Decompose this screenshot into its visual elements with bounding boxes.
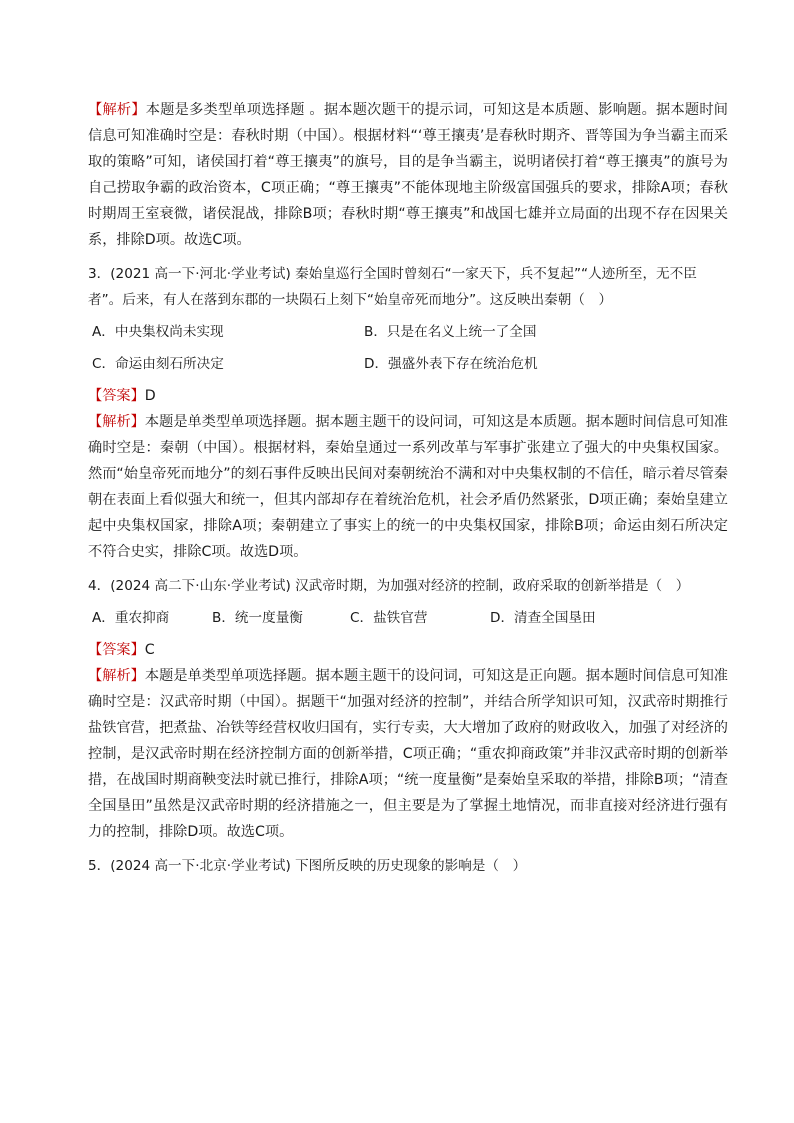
question-stem: 3．(2021 高一下·河北·学业考试) 秦始皇巡行全国时曾刻石“一家天下，兵不复起”“人迹所至，无不臣者”。后来，有人在落到东郡的一块陨石上刻下“始皇帝死而地分”。这反映出秦朝（ ） [88,266,697,308]
analysis-q2 [88,97,728,253]
question-5 [88,853,728,879]
option-b: B．统一度量衡 [212,610,303,626]
option-list [88,319,728,377]
analysis-tag: 【解析】 [88,668,145,684]
question-4 [88,573,728,845]
question-3 [88,261,728,565]
answer-tag: 【答案】 [88,642,145,658]
analysis-tag: 【解析】 [88,414,145,430]
answer-line [88,383,728,409]
option-d: D．清查全国垦田 [490,610,596,626]
analysis-q4 [88,663,728,845]
analysis-text: 本题是单类型单项选择题。据本题主题干的设问词，可知这是正向题。据本题时间信息可知准确时空是：汉武帝时期（中国）。据题干“加强对经济的控制”，并结合所学知识可知，汉武帝时期推行盐铁官营，把煮盐、冶铁等经营权收归国有，实行专卖，大大增加了政府的财政收入，加强了对经济的控制，是汉武帝时期在经济控制方面的创新举措，C项正确；“重农抑商政策”并非汉武帝时期的创新举措，在战国时期商鞅变法时就已推行，排除A项；“统一度量衡”是秦始皇采取的举措，排除B项；“清查全国垦田”虽然是汉武帝时期的经济措施之一，但主要是为了掌握土地情况，而非直接对经济进行强有力的控制，排除D项。故选C项。 [88,668,728,840]
analysis-text: 本题是多类型单项选择题 。据本题次题干的提示词，可知这是本质题、影响题。据本题时间信息可知准确时空是：春秋时期（中国）。根据材料“‘尊王攘夷’是春秋时期齐、晋等国为争当霸主而采取的策略”可知，诸侯国打着“尊王攘夷”的旗号，目的是争当霸主，说明诸侯打着“尊王攘夷”的旗号为自己捞取争霸的政治资本，C项正确；“尊王攘夷”不能体现地主阶级富国强兵的要求，排除A项；春秋时期周王室衰微，诸侯混战，排除B项；春秋时期“尊王攘夷”和战国七雄并立局面的出现不存在因果关系，排除D项。故选C项。 [88,102,728,248]
option-list [88,605,728,631]
answer-value: D [144,388,156,404]
question-stem: 4．(2024 高二下·山东·学业考试) 汉武帝时期，为加强对经济的控制，政府采取的创新举措是（ ） [88,578,690,594]
analysis-q3 [88,409,728,565]
question-stem: 5．(2024 高一下·北京·学业考试) 下图所反映的历史现象的影响是（ ） [88,858,527,874]
option-d: D．强盛外表下存在统治危机 [364,356,538,372]
answer-tag: 【答案】 [88,388,145,404]
answer-value: C [144,642,155,658]
option-a: A．重农抑商 [92,610,170,626]
option-c: C．盐铁官营 [350,610,428,626]
option-c: C．命运由刻石所决定 [92,356,224,372]
option-a: A．中央集权尚未实现 [92,324,224,340]
option-b: B．只是在名义上统一了全国 [364,324,537,340]
analysis-tag: 【解析】 [88,102,146,118]
document-content [88,97,728,879]
answer-line [88,637,728,663]
analysis-text: 本题是单类型单项选择题。据本题主题干的设问词，可知这是本质题。据本题时间信息可知准确时空是：秦朝（中国）。根据材料，秦始皇通过一系列改革与军事扩张建立了强大的中央集权国家。然而“始皇帝死而地分”的刻石事件反映出民间对秦朝统治不满和对中央集权制的不信任，暗示着尽管秦朝在表面上看似强大和统一，但其内部却存在着统治危机，社会矛盾仍然紧张，D项正确；秦始皇建立起中央集权国家，排除A项；秦朝建立了事实上的统一的中央集权国家，排除B项；命运由刻石所决定不符合史实，排除C项。故选D项。 [88,414,728,560]
